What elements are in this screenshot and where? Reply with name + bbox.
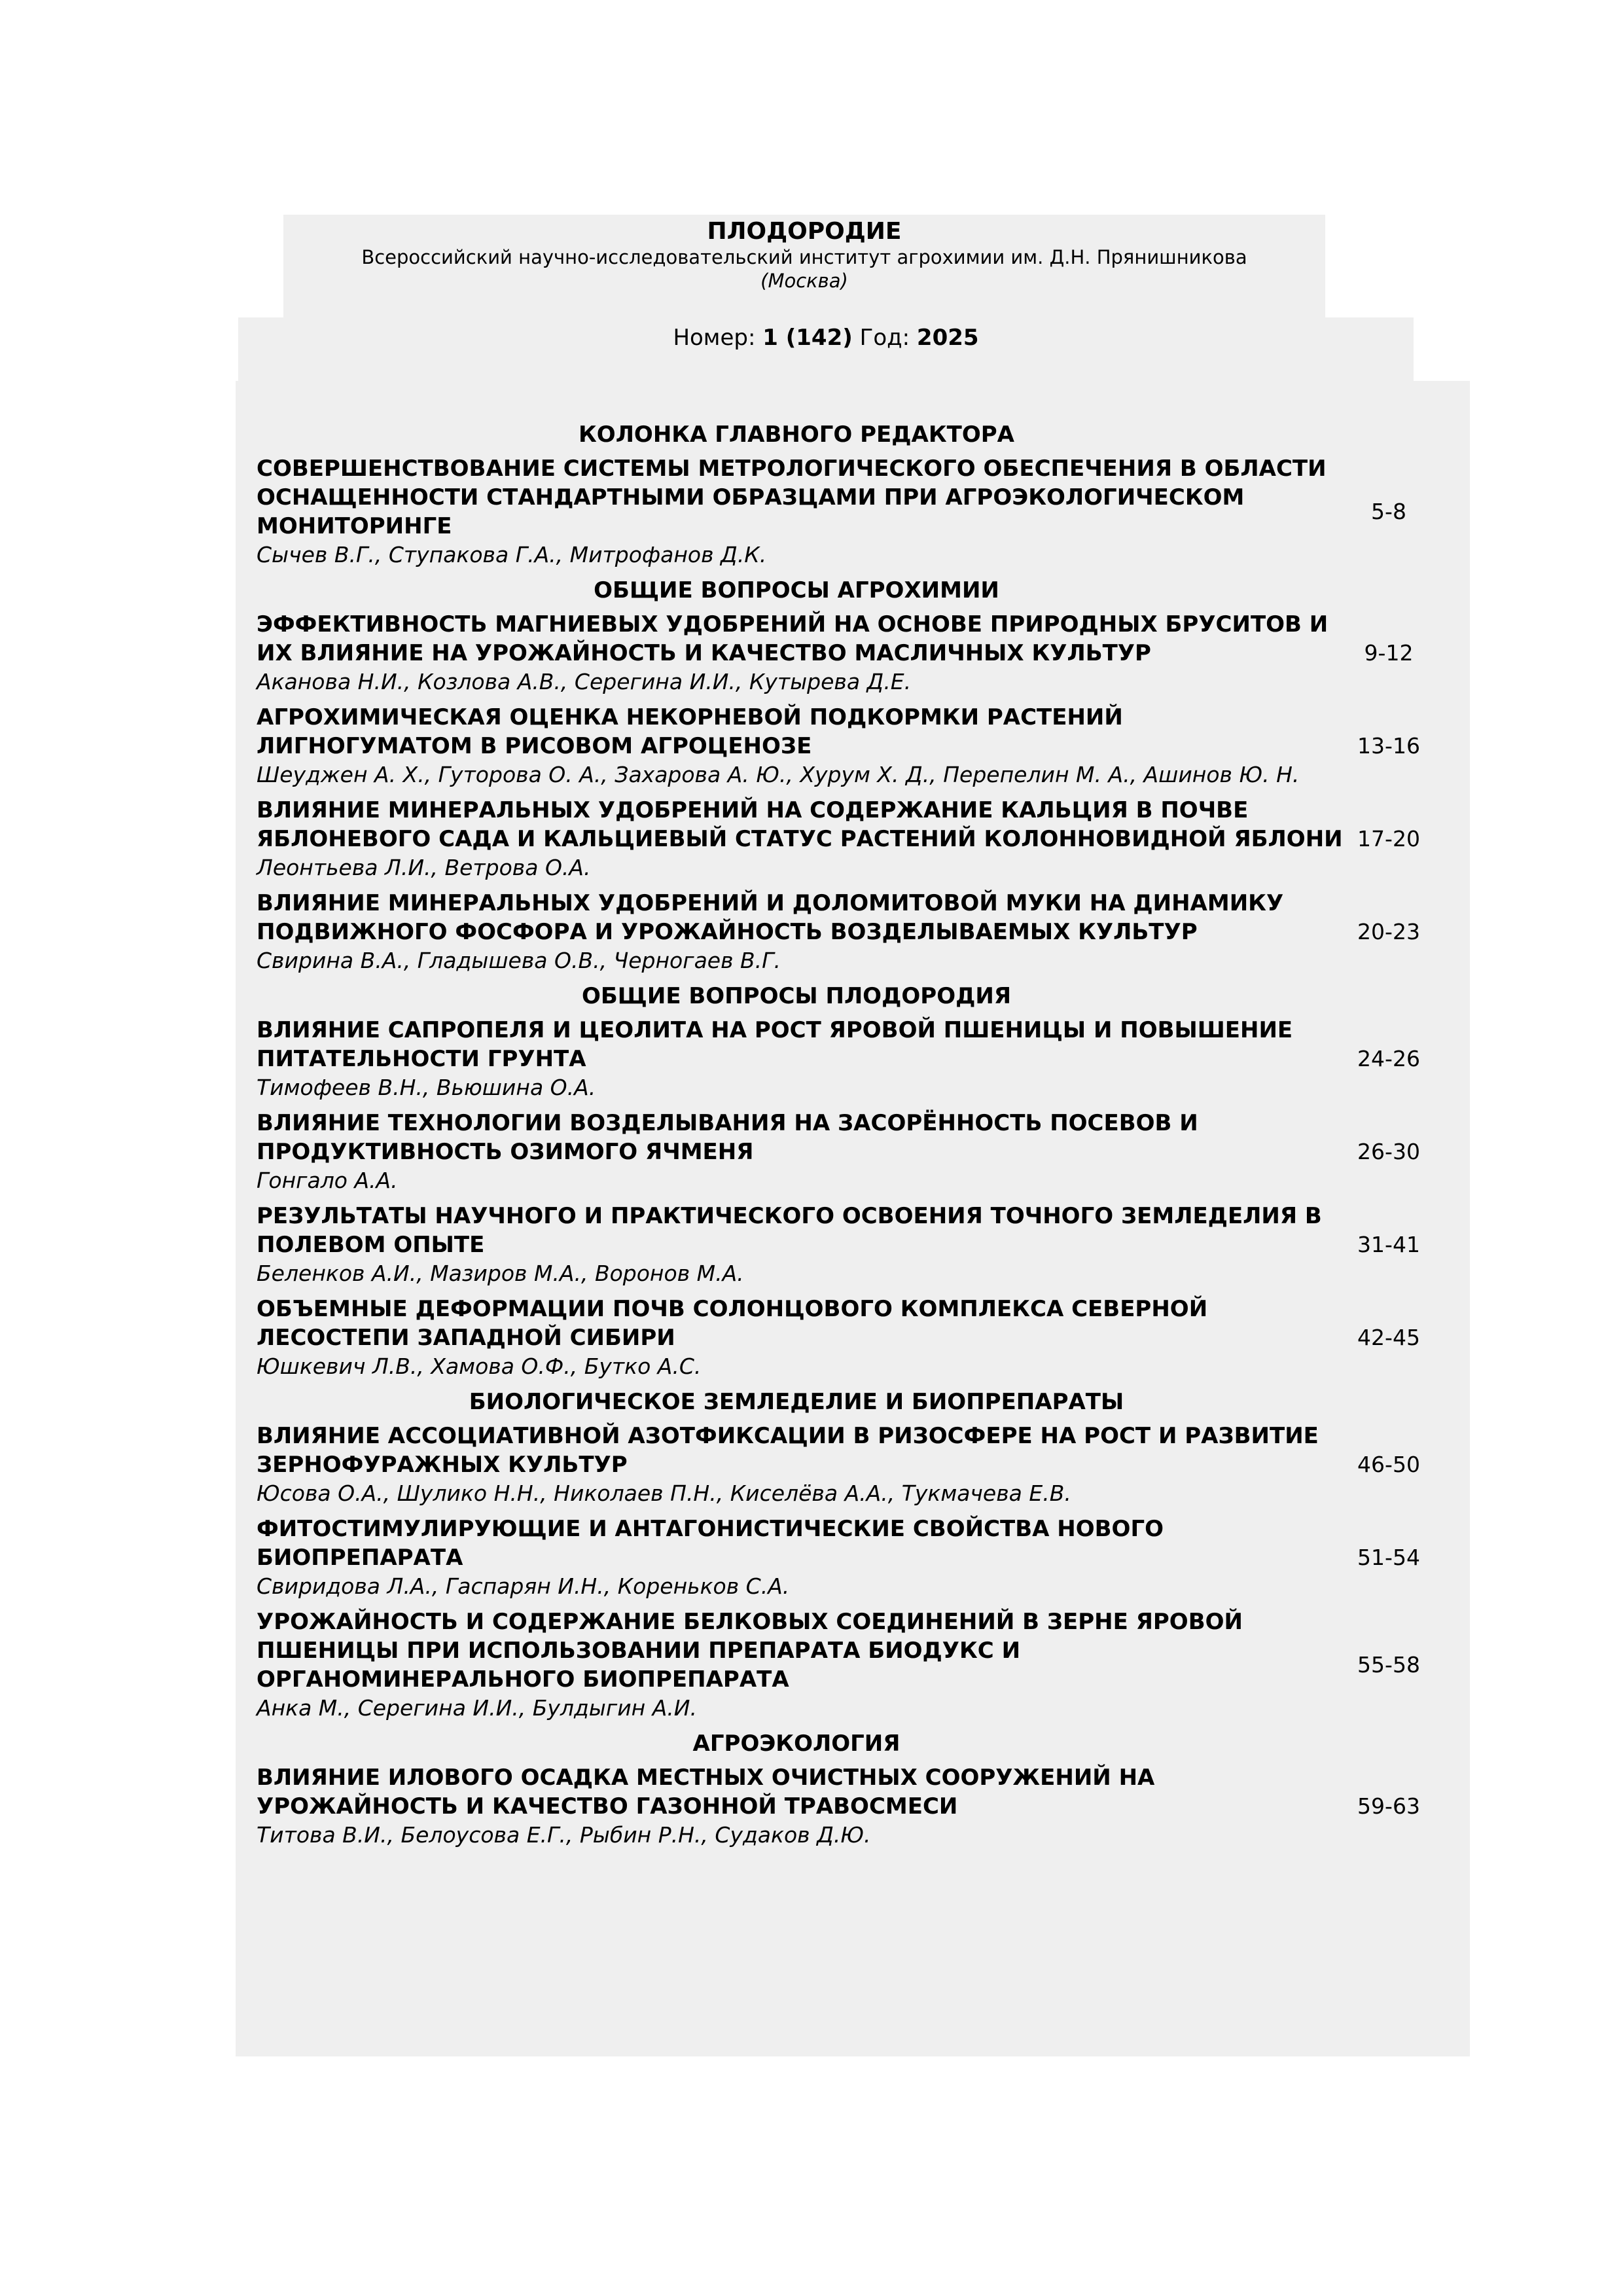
article-title-link[interactable]: ВЛИЯНИЕ ТЕХНОЛОГИИ ВОЗДЕЛЫВАНИЯ НА ЗАСОРЁННОСТЬ ПОСЕВОВ И ПРОДУКТИВНОСТЬ ОЗИМОГО ЯЧМЕНЯ [257, 1110, 1198, 1165]
article-pages: 17-20 [1357, 826, 1420, 852]
article-authors[interactable]: Юсова О.А., Шулико Н.Н., Николаев П.Н., Киселёва А.А., Тукмачева Е.В. [257, 1480, 1071, 1506]
issue-number-label: Номер: [673, 325, 756, 351]
article-body [257, 1422, 1343, 1508]
article-pages: 20-23 [1357, 919, 1420, 944]
article-entry [257, 703, 1435, 789]
article-pages: 24-26 [1357, 1046, 1420, 1071]
article-body [257, 1763, 1343, 1850]
article-authors[interactable]: Свиридова Л.А., Гаспарян И.Н., Кореньков С.А. [257, 1573, 790, 1599]
article-title-link[interactable]: ВЛИЯНИЕ САПРОПЕЛЯ И ЦЕОЛИТА НА РОСТ ЯРОВОЙ ПШЕНИЦЫ И ПОВЫШЕНИЕ ПИТАТЕЛЬНОСТИ ГРУНТА [257, 1017, 1293, 1072]
article-entry [257, 1422, 1435, 1508]
article-title-link[interactable]: ВЛИЯНИЕ МИНЕРАЛЬНЫХ УДОБРЕНИЙ И ДОЛОМИТОВОЙ МУКИ НА ДИНАМИКУ ПОДВИЖНОГО ФОСФОРА И УРОЖАЙНОСТЬ ВОЗДЕЛЫВАЕМЫХ КУЛЬТУР [257, 890, 1284, 945]
article-authors[interactable]: Гонгало А.А. [257, 1168, 398, 1193]
article-pages: 55-58 [1357, 1652, 1420, 1677]
article-body [257, 796, 1343, 882]
issue-number-value[interactable]: 1 (142) [762, 325, 853, 351]
issue-info [238, 317, 1414, 381]
section-heading: КОЛОНКА ГЛАВНОГО РЕДАКТОРА [579, 422, 1014, 448]
article-body [257, 1607, 1343, 1723]
article-title-link[interactable]: ФИТОСТИМУЛИРУЮЩИЕ И АНТАГОНИСТИЧЕСКИЕ СВОЙСТВА НОВОГО БИОПРЕПАРАТА [257, 1516, 1164, 1571]
article-title-link[interactable]: ВЛИЯНИЕ ИЛОВОГО ОСАДКА МЕСТНЫХ ОЧИСТНЫХ СООРУЖЕНИЙ НА УРОЖАЙНОСТЬ И КАЧЕСТВО ГАЗОННОЙ ТРАВОСМЕСИ [257, 1765, 1155, 1820]
article-entry [257, 1295, 1435, 1381]
article-title-link[interactable]: РЕЗУЛЬТАТЫ НАУЧНОГО И ПРАКТИЧЕСКОГО ОСВОЕНИЯ ТОЧНОГО ЗЕМЛЕДЕЛИЯ В ПОЛЕВОМ ОПЫТЕ [257, 1203, 1322, 1258]
article-entry [257, 1202, 1435, 1288]
article-authors[interactable]: Шеуджен А. Х., Гуторова О. А., Захарова А. Ю., Хурум Х. Д., Перепелин М. А., Ашинов Ю. Н. [257, 762, 1300, 787]
institute-city: (Москва) [760, 270, 848, 292]
article-authors[interactable]: Тимофеев В.Н., Вьюшина О.А. [257, 1075, 596, 1100]
journal-title[interactable]: ПЛОДОРОДИЕ [707, 218, 902, 245]
article-entry [257, 454, 1435, 569]
article-title-link[interactable]: ВЛИЯНИЕ АССОЦИАТИВНОЙ АЗОТФИКСАЦИИ В РИЗОСФЕРЕ НА РОСТ И РАЗВИТИЕ ЗЕРНОФУРАЖНЫХ КУЛЬТУР [257, 1423, 1319, 1478]
article-entry [257, 889, 1435, 975]
article-pages: 5-8 [1371, 499, 1406, 524]
article-title-link[interactable]: ОБЪЕМНЫЕ ДЕФОРМАЦИИ ПОЧВ СОЛОНЦОВОГО КОМПЛЕКСА СЕВЕРНОЙ ЛЕСОСТЕПИ ЗАПАДНОЙ СИБИРИ [257, 1296, 1208, 1351]
section-heading: АГРОЭКОЛОГИЯ [692, 1731, 901, 1757]
article-title-link[interactable]: ЭФФЕКТИВНОСТЬ МАГНИЕВЫХ УДОБРЕНИЙ НА ОСНОВЕ ПРИРОДНЫХ БРУСИТОВ И ИХ ВЛИЯНИЕ НА УРОЖАЙНОСТЬ И КАЧЕСТВО МАСЛИЧНЫХ КУЛЬТУР [257, 611, 1329, 666]
article-pages: 59-63 [1357, 1793, 1420, 1819]
article-entry [257, 1016, 1435, 1102]
article-title-link[interactable]: УРОЖАЙНОСТЬ И СОДЕРЖАНИЕ БЕЛКОВЫХ СОЕДИНЕНИЙ В ЗЕРНЕ ЯРОВОЙ ПШЕНИЦЫ ПРИ ИСПОЛЬЗОВАНИИ ПРЕПАРАТА БИОДУКС И ОРГАНОМИНЕРАЛЬНОГО БИОПРЕПАРАТА [257, 1609, 1243, 1693]
article-body [257, 703, 1343, 789]
article-body [257, 1016, 1343, 1102]
article-body [257, 1109, 1343, 1195]
article-authors[interactable]: Анка М., Серегина И.И., Булдыгин А.И. [257, 1695, 697, 1721]
article-entry [257, 1607, 1435, 1723]
article-authors[interactable]: Беленков А.И., Мазиров М.А., Воронов М.А. [257, 1261, 744, 1286]
article-authors[interactable]: Юшкевич Л.В., Хамова О.Ф., Бутко А.С. [257, 1354, 702, 1379]
article-body [257, 889, 1343, 975]
article-pages: 51-54 [1357, 1545, 1420, 1570]
article-authors[interactable]: Леонтьева Л.И., Ветрова О.А. [257, 855, 591, 880]
issue-year-label: Год: [859, 325, 910, 351]
section-heading: ОБЩИЕ ВОПРОСЫ ПЛОДОРОДИЯ [581, 983, 1012, 1009]
article-pages: 42-45 [1357, 1325, 1420, 1350]
article-title-link[interactable]: АГРОХИМИЧЕСКАЯ ОЦЕНКА НЕКОРНЕВОЙ ПОДКОРМКИ РАСТЕНИЙ ЛИГНОГУМАТОМ В РИСОВОМ АГРОЦЕНОЗЕ [257, 704, 1123, 759]
article-authors[interactable]: Аканова Н.И., Козлова А.В., Серегина И.И., Кутырева Д.Е. [257, 669, 912, 694]
article-entry [257, 610, 1435, 696]
article-body [257, 610, 1343, 696]
article-pages: 31-41 [1357, 1232, 1420, 1257]
article-entry [257, 1515, 1435, 1601]
article-authors[interactable]: Сычев В.Г., Ступакова Г.А., Митрофанов Д.К. [257, 542, 767, 567]
institute-name[interactable]: Всероссийский научно-исследовательский институт агрохимии им. Д.Н. Прянишникова [361, 246, 1247, 268]
journal-header [283, 215, 1325, 317]
article-pages: 13-16 [1357, 733, 1420, 759]
article-entry [257, 796, 1435, 882]
article-entry [257, 1109, 1435, 1195]
article-body [257, 1295, 1343, 1381]
article-authors[interactable]: Свирина В.А., Гладышева О.В., Черногаев В.Г. [257, 948, 781, 973]
article-entry [257, 1763, 1435, 1850]
article-body [257, 1515, 1343, 1601]
article-pages: 9-12 [1364, 640, 1414, 666]
article-pages: 46-50 [1357, 1452, 1420, 1477]
section-heading: БИОЛОГИЧЕСКОЕ ЗЕМЛЕДЕЛИЕ И БИОПРЕПАРАТЫ [469, 1389, 1124, 1415]
section-heading: ОБЩИЕ ВОПРОСЫ АГРОХИМИИ [594, 577, 999, 603]
issue-year-value[interactable]: 2025 [916, 325, 979, 351]
article-body [257, 1202, 1343, 1288]
article-title-link[interactable]: ВЛИЯНИЕ МИНЕРАЛЬНЫХ УДОБРЕНИЙ НА СОДЕРЖАНИЕ КАЛЬЦИЯ В ПОЧВЕ ЯБЛОНЕВОГО САДА И КАЛЬЦИЕВЫЙ СТАТУС РАСТЕНИЙ КОЛОННОВИДНОЙ ЯБЛОНИ [257, 797, 1343, 852]
article-authors[interactable]: Титова В.И., Белоусова Е.Г., Рыбин Р.Н., Судаков Д.Ю. [257, 1822, 871, 1848]
article-pages: 26-30 [1357, 1139, 1420, 1164]
article-body [257, 454, 1343, 569]
article-title-link[interactable]: СОВЕРШЕНСТВОВАНИЕ СИСТЕМЫ МЕТРОЛОГИЧЕСКОГО ОБЕСПЕЧЕНИЯ В ОБЛАСТИ ОСНАЩЕННОСТИ СТАНДАРТНЫМИ ОБРАЗЦАМИ ПРИ АГРОЭКОЛОГИЧЕСКОМ МОНИТОРИНГЕ [257, 456, 1327, 539]
table-of-contents [257, 420, 1435, 1856]
